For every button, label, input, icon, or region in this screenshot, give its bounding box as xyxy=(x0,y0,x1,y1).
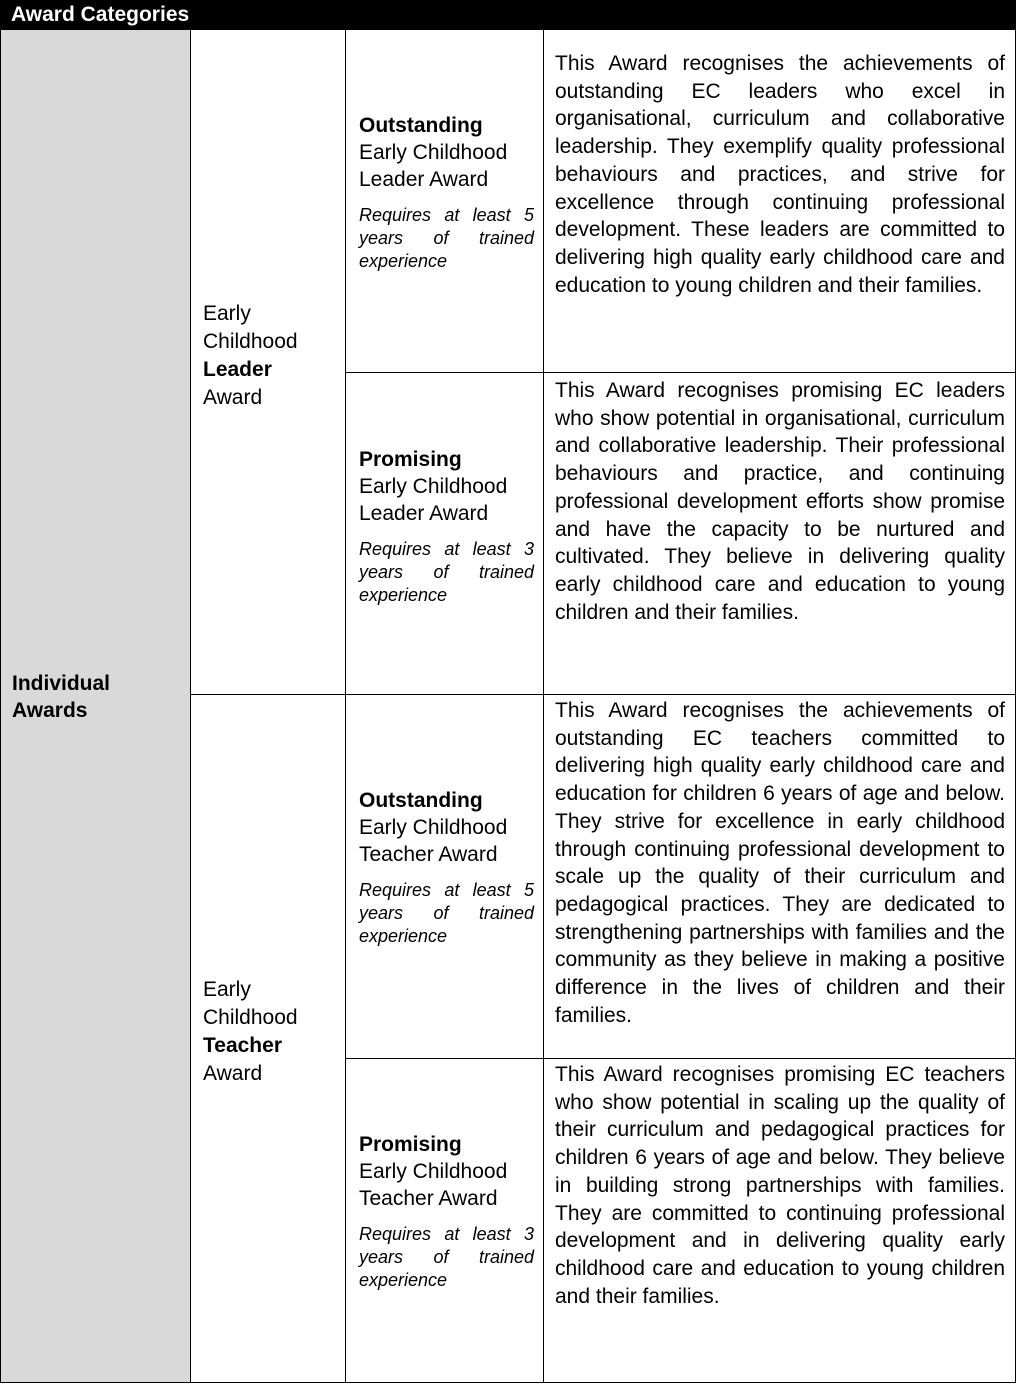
award-name-block xyxy=(359,446,534,607)
award-description-cell xyxy=(544,373,1016,694)
award-description-cell xyxy=(544,30,1016,372)
award-requirement: Requires at least 3 years of trained experience xyxy=(359,1224,534,1290)
award-level: Promising xyxy=(359,1133,462,1156)
award-name-block xyxy=(359,112,534,273)
award-level: Outstanding xyxy=(359,114,483,137)
award-requirement: Requires at least 5 years of trained experience xyxy=(359,205,534,271)
award-name-cell xyxy=(346,1059,544,1383)
table-title: Award Categories xyxy=(11,3,190,26)
section-label-text: Early Childhood Teacher Award xyxy=(203,978,298,1085)
section-teacher-award xyxy=(191,695,1016,1383)
award-level: Outstanding xyxy=(359,789,483,812)
award-name-cell xyxy=(346,373,544,694)
award-title: Outstanding Early Childhood Teacher Award xyxy=(359,789,508,866)
award-row-promising-teacher xyxy=(346,1059,1016,1383)
award-row-outstanding-teacher xyxy=(346,695,1016,1059)
award-requirement: Requires at least 3 years of trained experience xyxy=(359,539,534,605)
award-level: Promising xyxy=(359,448,462,471)
section-label-teacher xyxy=(191,695,346,1383)
award-requirement: Requires at least 5 years of trained experience xyxy=(359,880,534,946)
award-description: This Award recognises the achievements of outstanding EC teachers committed to delivering high quality early childhood care and education for children 6 years of age and below. They strive for excellence in early childhood through continuing professional development to scale up the quality of their curriculum and pedagogical practices. They are dedicated to strengthening partnerships with families and the community as they believe in making a positive difference in the lives of children and their families. xyxy=(555,699,1005,1027)
award-description-cell xyxy=(544,695,1016,1058)
award-name-cell xyxy=(346,695,544,1058)
section-label-text: Early Childhood Leader Award xyxy=(203,302,298,409)
award-table xyxy=(0,30,1016,1383)
group-label: Individual Awards xyxy=(12,672,111,722)
award-name-block xyxy=(359,787,534,948)
award-row-outstanding-leader xyxy=(346,30,1016,373)
award-description-cell xyxy=(544,1059,1016,1383)
award-description: This Award recognises the achievements of outstanding EC leaders who excel in organisational, curriculum and collaborative leadership. They exemplify quality professional behaviours and practices, and strive for excellence through continuing professional development. These leaders are committed to delivering high quality early childhood care and education to young children and their families. xyxy=(555,52,1005,297)
section-leader-award xyxy=(191,30,1016,695)
group-column xyxy=(1,30,191,1382)
award-title: Promising Early Childhood Teacher Award xyxy=(359,1133,508,1210)
section-label-leader xyxy=(191,30,346,694)
award-name-cell xyxy=(346,30,544,372)
award-description: This Award recognises promising EC leaders who show potential in organisational, curriculum and collaborative leadership. Their professional behaviours and practice, and continuing professional development efforts show promise and have the capacity to be nurtured and cultivated. They believe in delivering quality early childhood care and education to young children and their families. xyxy=(555,379,1005,624)
award-title: Outstanding Early Childhood Leader Award xyxy=(359,114,508,191)
award-description: This Award recognises promising EC teachers who show potential in scaling up the quality of their curriculum and pedagogical practices for children 6 years of age and below. They believe in building strong partnerships with families. They are committed to continuing professional development and in delivering quality early childhood care and education to young children and their families. xyxy=(555,1063,1005,1308)
award-name-block xyxy=(359,1131,534,1292)
award-row-promising-leader xyxy=(346,373,1016,694)
table-header xyxy=(0,0,1016,30)
award-title: Promising Early Childhood Leader Award xyxy=(359,448,508,525)
